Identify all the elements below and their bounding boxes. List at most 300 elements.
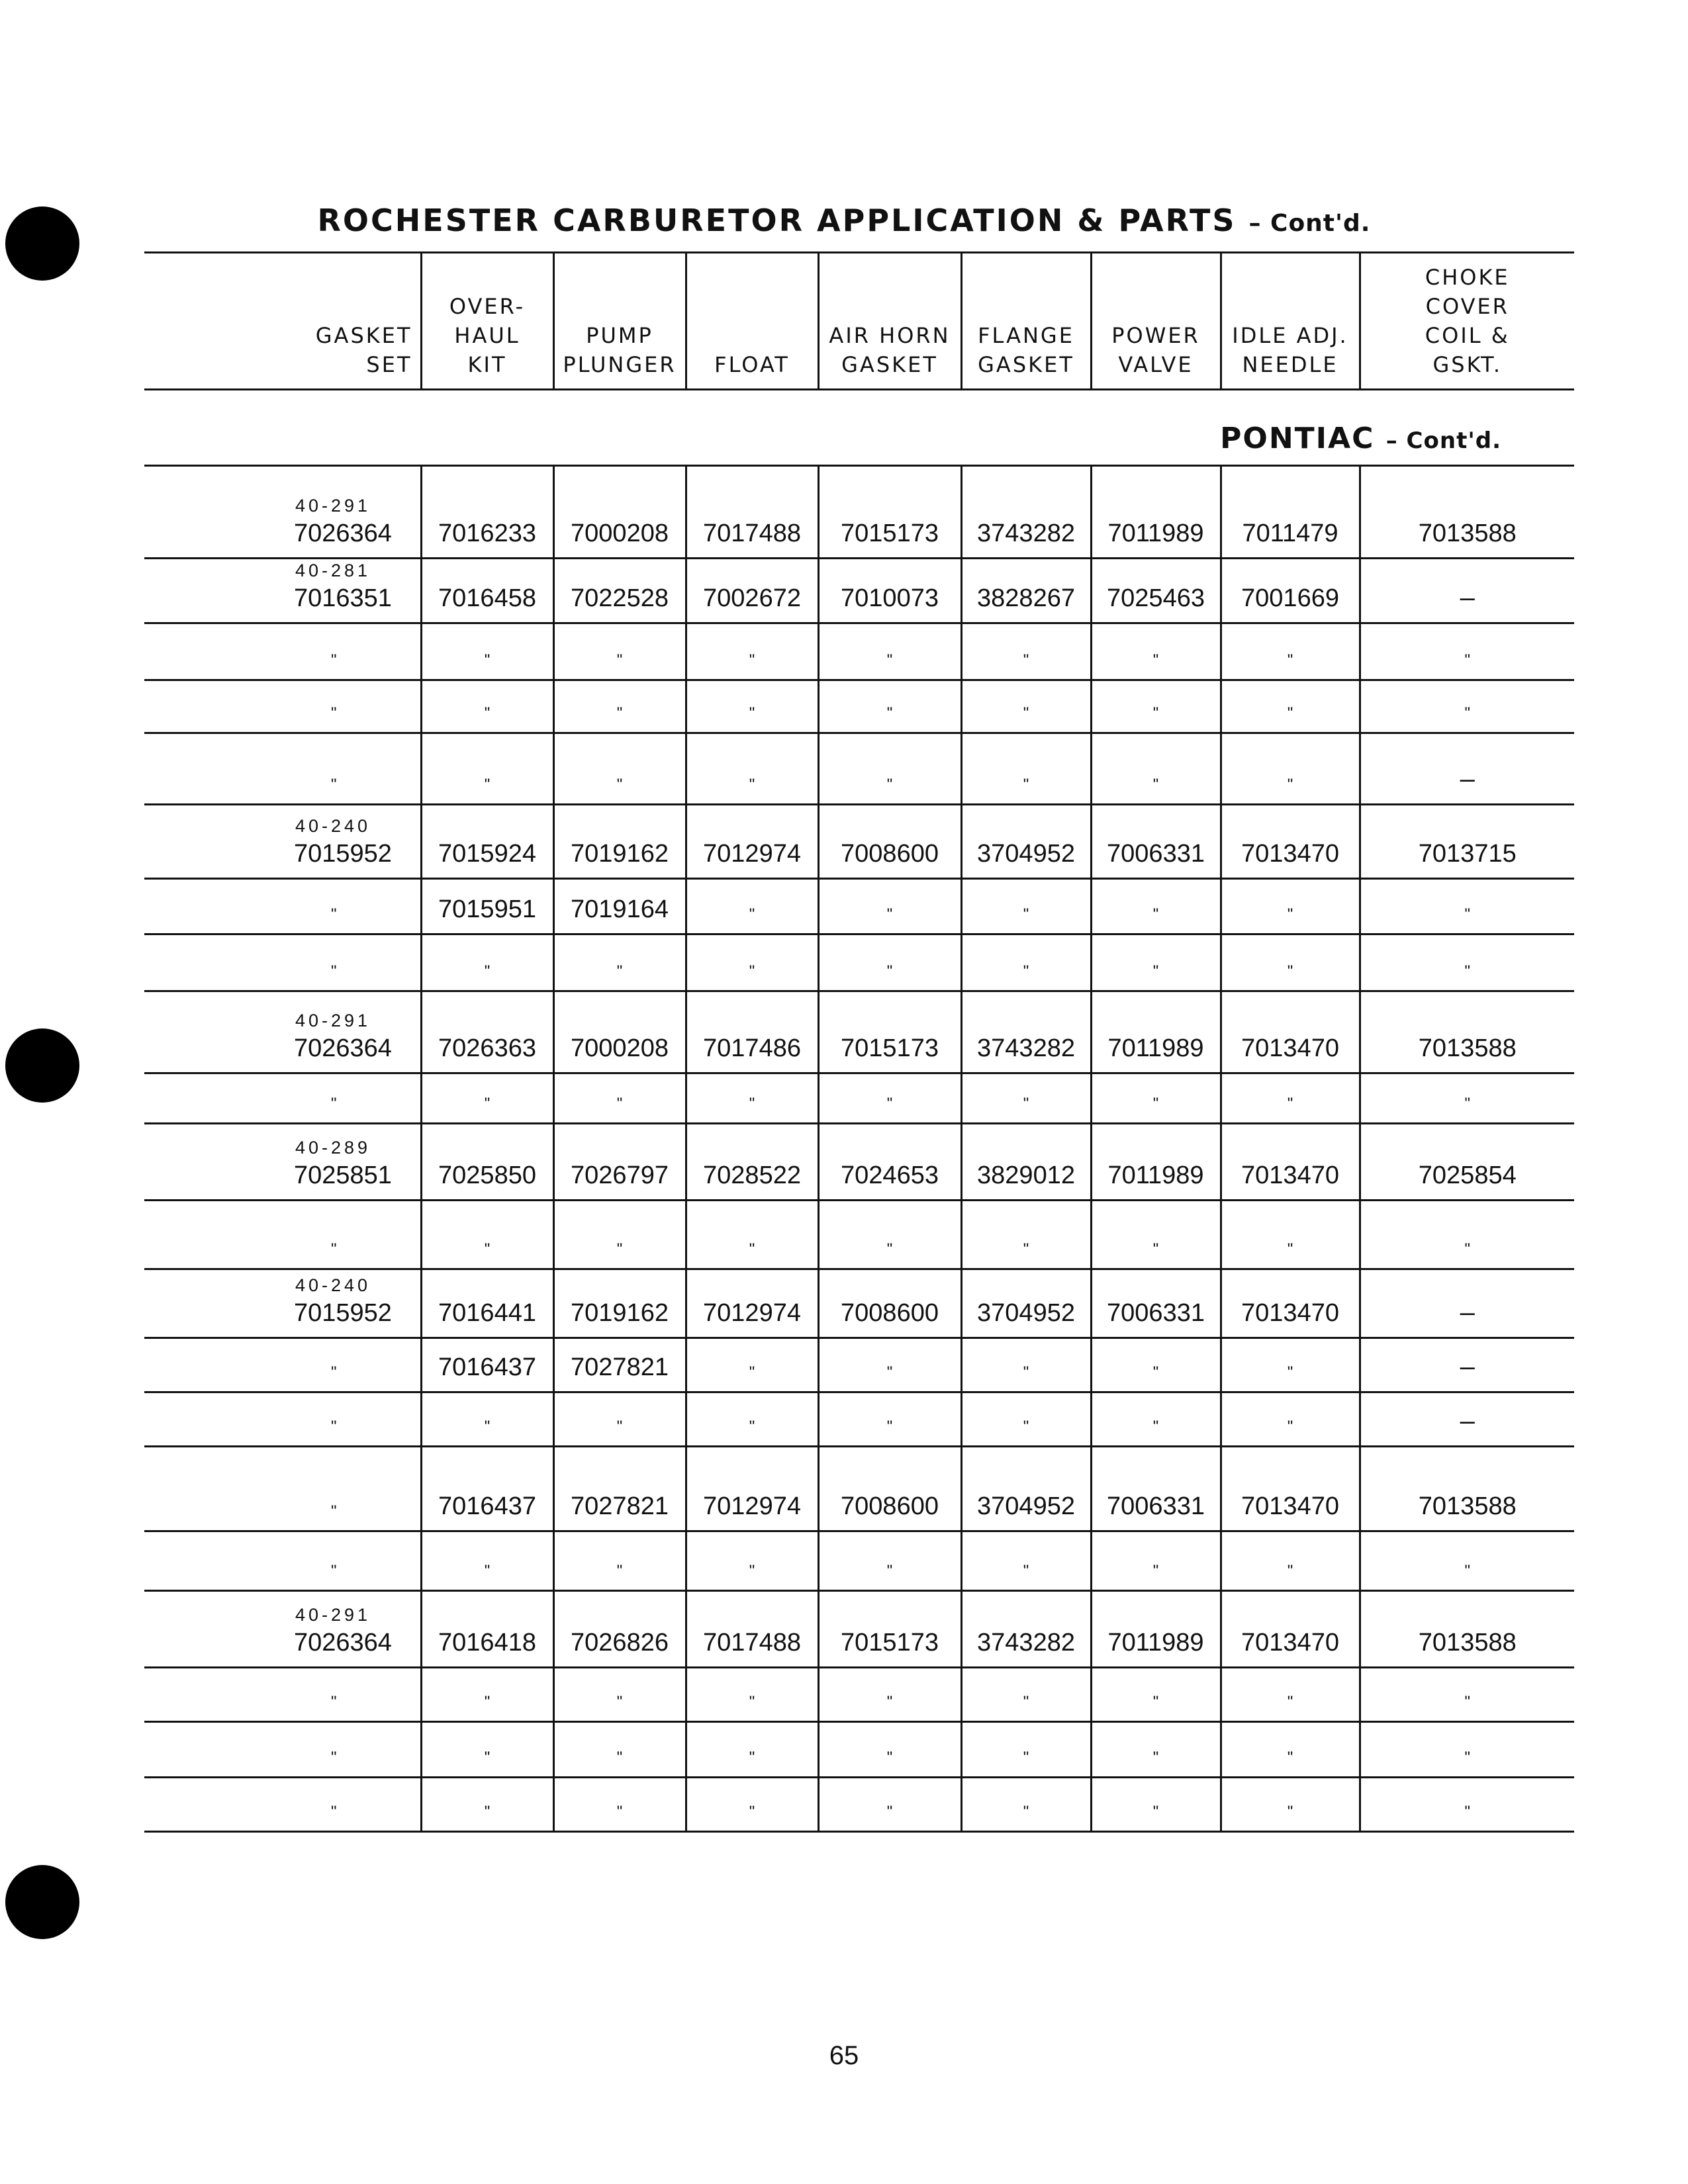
part-number: "	[1152, 905, 1159, 923]
table-cell	[421, 680, 553, 733]
parts-table	[144, 251, 1574, 1833]
table-cell	[1360, 1073, 1574, 1124]
table-cell	[421, 1201, 553, 1269]
table-cell	[1221, 1338, 1360, 1392]
part-number: 7022528	[571, 584, 669, 612]
table-cell	[421, 1124, 553, 1201]
part-number: "	[484, 776, 491, 794]
table-cell	[144, 879, 421, 934]
part-number: "	[1023, 1562, 1029, 1580]
part-number: "	[331, 962, 337, 980]
part-number: "	[616, 962, 623, 980]
table-cell	[144, 680, 421, 733]
part-number: "	[1464, 1693, 1471, 1711]
part-number: "	[1152, 1749, 1159, 1766]
table-cell	[1091, 623, 1221, 680]
table-cell	[1091, 1201, 1221, 1269]
table-row	[144, 1073, 1574, 1124]
table-cell	[686, 879, 818, 934]
table-cell	[961, 1201, 1091, 1269]
part-number: 7016437	[438, 1353, 536, 1381]
table-cell	[1091, 1073, 1221, 1124]
table-cell	[686, 733, 818, 805]
part-number: 7026364	[294, 1034, 392, 1062]
part-number: "	[484, 1418, 491, 1435]
table-cell	[144, 623, 421, 680]
part-number: 7000208	[571, 1034, 669, 1062]
part-number: "	[331, 1562, 337, 1580]
part-number: 7011989	[1107, 1161, 1204, 1189]
table-cell	[961, 1338, 1091, 1392]
column-header-line: CHOKE	[1425, 265, 1510, 290]
table-cell	[1360, 805, 1574, 879]
part-number: 7026797	[571, 1161, 669, 1189]
part-number: 3743282	[977, 520, 1075, 547]
table-cell	[553, 680, 686, 733]
column-header	[1091, 253, 1221, 390]
part-number: 7028522	[703, 1161, 801, 1189]
part-number: 7013470	[1241, 1299, 1339, 1327]
table-cell	[686, 1269, 818, 1338]
table-cell	[1221, 1531, 1360, 1591]
table-cell	[818, 879, 961, 934]
table-cell	[1360, 733, 1574, 805]
part-number: 3743282	[977, 1629, 1075, 1657]
table-cell	[818, 1269, 961, 1338]
part-number: 7013588	[1418, 1629, 1517, 1657]
table-row	[144, 559, 1574, 623]
table-cell	[1221, 1722, 1360, 1778]
part-number: "	[1152, 1240, 1159, 1258]
table-cell	[553, 733, 686, 805]
table-cell	[553, 805, 686, 879]
column-header	[686, 253, 818, 390]
table-row	[144, 805, 1574, 879]
table-cell	[1221, 879, 1360, 934]
part-number: 7017488	[703, 520, 801, 547]
table-cell	[421, 623, 553, 680]
part-number: 7015952	[294, 1299, 392, 1327]
column-header-line: POWER	[1111, 323, 1200, 348]
part-number: "	[1287, 1749, 1293, 1766]
column-header-line: NEEDLE	[1242, 352, 1338, 377]
part-number: "	[616, 776, 623, 794]
part-number: "	[1023, 1095, 1029, 1113]
part-number: "	[484, 704, 491, 722]
part-number: 7008600	[841, 1492, 939, 1520]
part-number: 7024653	[841, 1161, 939, 1189]
part-number: 7010073	[841, 584, 939, 612]
table-cell	[1221, 1124, 1360, 1201]
table-cell	[818, 991, 961, 1073]
table-cell	[686, 1201, 818, 1269]
part-number: "	[1287, 905, 1293, 923]
column-header-line: GASKET	[978, 352, 1074, 377]
part-number: "	[331, 1095, 337, 1113]
table-cell	[1360, 1269, 1574, 1338]
table-cell	[421, 1722, 553, 1778]
part-number: "	[1287, 1803, 1293, 1821]
part-number: "	[886, 1749, 893, 1766]
table-row	[144, 680, 1574, 733]
section-suffix: – Cont'd.	[1385, 428, 1501, 454]
table-cell	[961, 559, 1091, 623]
table-cell	[144, 1778, 421, 1832]
part-number: "	[1287, 776, 1293, 794]
part-number: "	[1464, 905, 1471, 923]
table-cell	[818, 680, 961, 733]
table-cell	[553, 1447, 686, 1531]
table-cell	[144, 1668, 421, 1722]
table-cell	[961, 680, 1091, 733]
part-number: "	[886, 704, 893, 722]
part-number: "	[749, 905, 755, 923]
part-number: 7019162	[571, 840, 669, 868]
table-cell	[553, 1531, 686, 1591]
table-cell	[1091, 934, 1221, 991]
part-number: "	[484, 962, 491, 980]
part-number: "	[484, 1095, 491, 1113]
table-cell	[1360, 1447, 1574, 1531]
table-cell	[818, 1722, 961, 1778]
table-cell	[961, 991, 1091, 1073]
table-cell	[818, 1338, 961, 1392]
part-number: 7011989	[1107, 1034, 1204, 1062]
table-cell	[686, 1124, 818, 1201]
column-header-line: COVER	[1425, 294, 1509, 319]
part-number: "	[1287, 1240, 1293, 1258]
table-cell	[686, 1392, 818, 1447]
table-cell	[686, 991, 818, 1073]
table-cell	[961, 1722, 1091, 1778]
table-cell	[553, 934, 686, 991]
table-cell	[961, 934, 1091, 991]
table-cell	[961, 1591, 1091, 1668]
part-number: "	[1023, 1418, 1029, 1435]
section-header	[144, 390, 1574, 466]
table-cell	[1360, 1338, 1574, 1392]
column-header	[818, 253, 961, 390]
table-cell	[421, 934, 553, 991]
part-number: 7025463	[1107, 584, 1205, 612]
table-cell	[686, 680, 818, 733]
table-cell	[1091, 1668, 1221, 1722]
part-number: "	[1023, 651, 1029, 669]
table-cell	[1360, 1668, 1574, 1722]
table-cell	[961, 1124, 1091, 1201]
table-cell	[818, 1073, 961, 1124]
column-header-line: GASKET	[841, 352, 938, 377]
part-number: "	[1464, 651, 1471, 669]
part-number: "	[1287, 1418, 1293, 1435]
table-cell	[144, 1392, 421, 1447]
part-number: "	[331, 1240, 337, 1258]
table-cell	[421, 1269, 553, 1338]
part-number: "	[886, 1803, 893, 1821]
part-number: "	[749, 1095, 755, 1113]
part-number: 7011989	[1107, 1629, 1204, 1657]
part-number: "	[331, 1803, 337, 1821]
application-code: 40-291	[295, 1011, 371, 1030]
part-number: "	[484, 1749, 491, 1766]
part-number: 3743282	[977, 1034, 1075, 1062]
page-title-text: ROCHESTER CARBURETOR APPLICATION & PARTS	[317, 203, 1237, 238]
part-number: "	[886, 651, 893, 669]
part-number: 7006331	[1107, 840, 1205, 868]
table-cell	[818, 466, 961, 559]
part-number: "	[616, 704, 623, 722]
part-number: "	[749, 776, 755, 794]
table-cell	[421, 1778, 553, 1832]
part-number: 7019162	[571, 1299, 669, 1327]
table-cell	[1221, 1778, 1360, 1832]
table-header-row	[144, 253, 1574, 390]
table-cell	[818, 1201, 961, 1269]
table-cell	[1360, 1392, 1574, 1447]
part-number: "	[1152, 776, 1159, 794]
table-cell	[1360, 559, 1574, 623]
table-cell	[553, 559, 686, 623]
table-cell	[1091, 991, 1221, 1073]
part-number: 7026363	[438, 1034, 536, 1062]
table-cell	[818, 1124, 961, 1201]
part-number: 7015924	[438, 840, 536, 868]
part-number: 3704952	[977, 1492, 1075, 1520]
table-cell	[1221, 623, 1360, 680]
part-number: "	[886, 905, 893, 923]
table-cell	[1091, 1778, 1221, 1832]
part-number: 7013470	[1241, 1629, 1339, 1657]
part-number: "	[1152, 1693, 1159, 1711]
table-cell	[1360, 879, 1574, 934]
table-cell	[553, 1338, 686, 1392]
table-cell	[421, 559, 553, 623]
part-number: 7015951	[438, 895, 536, 923]
part-number: "	[1023, 1749, 1029, 1766]
table-cell	[1221, 1447, 1360, 1531]
part-number: 7026364	[294, 520, 392, 547]
part-number: 7013470	[1241, 1161, 1339, 1189]
table-cell	[1091, 879, 1221, 934]
table-cell	[818, 733, 961, 805]
table-cell	[686, 623, 818, 680]
table-cell	[553, 1392, 686, 1447]
table-cell	[553, 1073, 686, 1124]
table-cell	[144, 934, 421, 991]
table-cell	[686, 1591, 818, 1668]
table-row	[144, 466, 1574, 559]
column-header-line: SET	[366, 352, 412, 377]
part-number: "	[1464, 1240, 1471, 1258]
part-number: 7013715	[1418, 840, 1517, 868]
part-number: "	[886, 1095, 893, 1113]
table-cell	[553, 466, 686, 559]
table-cell	[144, 805, 421, 879]
table-cell	[1091, 1124, 1221, 1201]
part-number: 7015173	[841, 520, 939, 547]
table-cell	[144, 1531, 421, 1591]
table-row	[144, 1778, 1574, 1832]
section-name: PONTIAC	[1220, 422, 1375, 455]
table-cell	[553, 1201, 686, 1269]
table-cell	[421, 466, 553, 559]
part-number: 7015952	[294, 840, 392, 868]
application-code: 40-291	[295, 496, 371, 516]
part-number: "	[1464, 962, 1471, 980]
table-cell	[553, 1778, 686, 1832]
part-number: 3704952	[977, 840, 1075, 868]
table-row	[144, 733, 1574, 805]
table-cell	[1221, 1591, 1360, 1668]
part-number: 7013470	[1241, 1492, 1339, 1520]
table-cell	[1360, 934, 1574, 991]
table-row	[144, 1591, 1574, 1668]
table-cell	[1360, 1591, 1574, 1668]
part-number: "	[331, 1693, 337, 1711]
part-number: "	[1287, 1095, 1293, 1113]
table-cell	[553, 1722, 686, 1778]
table-cell	[421, 879, 553, 934]
part-number: "	[331, 1502, 337, 1520]
table-row	[144, 991, 1574, 1073]
part-number: 7017486	[703, 1034, 801, 1062]
part-number: "	[616, 651, 623, 669]
part-number: "	[1464, 1803, 1471, 1821]
column-header	[144, 253, 421, 390]
part-number: "	[1023, 1363, 1029, 1381]
table-cell	[1091, 1531, 1221, 1591]
table-cell	[1091, 680, 1221, 733]
section-row	[144, 390, 1574, 466]
table-cell	[686, 1778, 818, 1832]
table-cell	[961, 1778, 1091, 1832]
table-cell	[961, 466, 1091, 559]
table-row	[144, 623, 1574, 680]
table-cell	[1360, 1531, 1574, 1591]
table-cell	[961, 1269, 1091, 1338]
table-cell	[961, 623, 1091, 680]
part-number: "	[484, 1562, 491, 1580]
part-number: "	[1287, 1693, 1293, 1711]
part-number: "	[1287, 962, 1293, 980]
table-row	[144, 1269, 1574, 1338]
part-number: 7026364	[294, 1629, 392, 1657]
table-cell	[961, 879, 1091, 934]
part-number: "	[616, 1240, 623, 1258]
table-cell	[144, 466, 421, 559]
table-cell	[553, 879, 686, 934]
table-cell	[1221, 1073, 1360, 1124]
table-cell	[144, 1447, 421, 1531]
part-number: "	[886, 776, 893, 794]
part-number: 7013588	[1418, 520, 1517, 547]
table-cell	[686, 1073, 818, 1124]
part-number: "	[886, 962, 893, 980]
table-row	[144, 1392, 1574, 1447]
table-cell	[421, 1668, 553, 1722]
part-number: "	[1152, 1562, 1159, 1580]
table-cell	[1091, 466, 1221, 559]
table-cell	[818, 559, 961, 623]
table-cell	[1360, 1124, 1574, 1201]
column-header-line: FLOAT	[714, 352, 790, 377]
table-cell	[553, 1269, 686, 1338]
table-cell	[144, 1201, 421, 1269]
application-code: 40-291	[295, 1605, 371, 1625]
column-header-line: PLUNGER	[563, 352, 677, 377]
table-cell	[1360, 623, 1574, 680]
table-cell	[1221, 991, 1360, 1073]
table-cell	[553, 623, 686, 680]
part-number: 7027821	[571, 1492, 669, 1520]
part-number: "	[749, 1749, 755, 1766]
part-number: "	[1023, 776, 1029, 794]
part-number: 7016437	[438, 1492, 536, 1520]
table-cell	[553, 1591, 686, 1668]
part-number: "	[484, 1693, 491, 1711]
table-cell	[818, 934, 961, 991]
part-number: 7013588	[1418, 1492, 1517, 1520]
part-number: "	[749, 1418, 755, 1435]
column-header-line: GASKET	[315, 323, 412, 348]
part-number: "	[616, 1693, 623, 1711]
part-number: "	[484, 1240, 491, 1258]
part-number: "	[1287, 1363, 1293, 1381]
part-number: "	[749, 962, 755, 980]
part-number: 7001669	[1241, 584, 1339, 612]
table-cell	[961, 1447, 1091, 1531]
table-cell	[421, 1447, 553, 1531]
table-cell	[1221, 466, 1360, 559]
table-cell	[686, 1668, 818, 1722]
part-number: –	[1460, 583, 1475, 612]
table-cell	[1091, 1722, 1221, 1778]
table-cell	[144, 733, 421, 805]
application-code: 40-289	[295, 1138, 371, 1158]
part-number: 7013470	[1241, 840, 1339, 868]
column-header	[1360, 253, 1574, 390]
table-cell	[144, 1591, 421, 1668]
table-cell	[1360, 1722, 1574, 1778]
table-cell	[1221, 1201, 1360, 1269]
part-number: "	[616, 1749, 623, 1766]
part-number: 7011989	[1107, 520, 1204, 547]
table-cell	[1091, 1338, 1221, 1392]
part-number: "	[749, 1240, 755, 1258]
table-row	[144, 1531, 1574, 1591]
part-number: "	[886, 1363, 893, 1381]
table-cell	[421, 733, 553, 805]
table-cell	[818, 1392, 961, 1447]
application-code: 40-281	[295, 561, 371, 580]
table-cell	[818, 1531, 961, 1591]
part-number: "	[484, 651, 491, 669]
part-number: "	[484, 1803, 491, 1821]
table-cell	[686, 805, 818, 879]
table-cell	[1091, 805, 1221, 879]
part-number: 7000208	[571, 520, 669, 547]
part-number: 7011479	[1242, 520, 1338, 547]
table-cell	[1091, 1392, 1221, 1447]
table-cell	[1091, 733, 1221, 805]
table-cell	[961, 733, 1091, 805]
table-row	[144, 1201, 1574, 1269]
table-cell	[961, 1531, 1091, 1591]
part-number: "	[749, 1693, 755, 1711]
part-number: 7012974	[703, 840, 801, 868]
part-number: 7012974	[703, 1299, 801, 1327]
part-number: 7013470	[1241, 1034, 1339, 1062]
